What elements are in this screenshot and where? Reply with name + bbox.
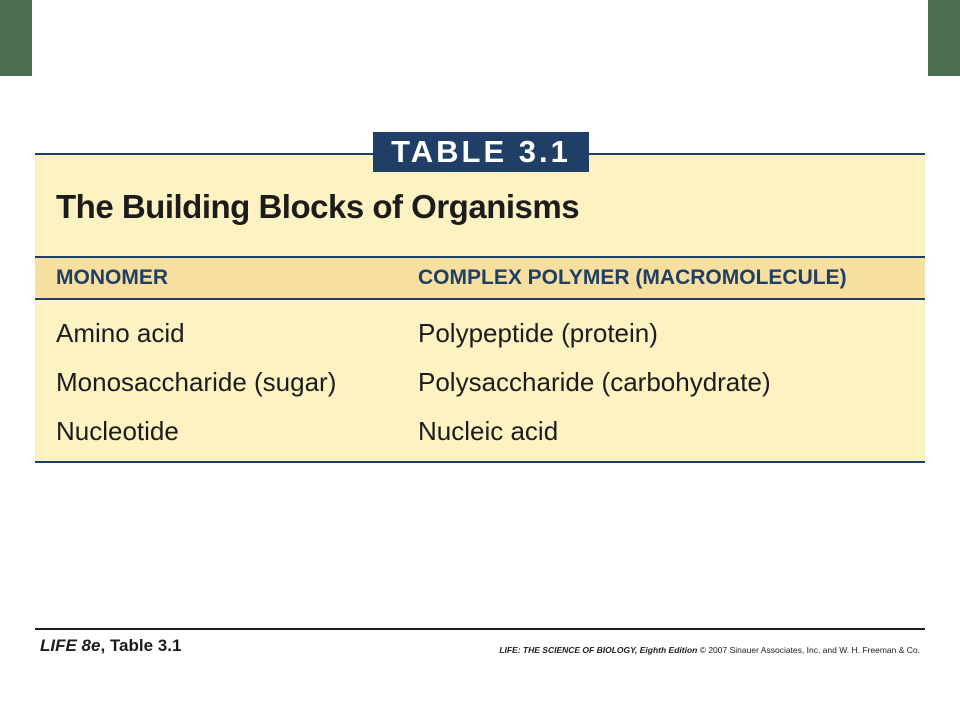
footer-book-full: LIFE: THE SCIENCE OF BIOLOGY, Eighth Edition bbox=[499, 645, 698, 655]
corner-accent-right bbox=[928, 0, 960, 76]
footer-divider bbox=[35, 628, 925, 630]
footer-copyright-text: © 2007 Sinauer Associates, Inc. and W. H. Freeman & Co. bbox=[697, 645, 920, 655]
table-row bbox=[0, 410, 960, 459]
footer-book-short: LIFE 8e bbox=[40, 636, 101, 655]
monomer-cell: Amino acid bbox=[56, 318, 185, 348]
monomer-cell: Monosaccharide (sugar) bbox=[56, 367, 337, 397]
polymer-cell: Nucleic acid bbox=[418, 416, 559, 446]
table-row bbox=[0, 361, 960, 410]
footer-copyright bbox=[499, 645, 920, 655]
corner-accent-left bbox=[0, 0, 32, 76]
table-row bbox=[0, 312, 960, 361]
polymer-cell: Polysaccharide (carbohydrate) bbox=[418, 367, 771, 397]
table-number-tab: TABLE 3.1 bbox=[373, 132, 589, 172]
table-body bbox=[0, 312, 960, 459]
footer-citation bbox=[40, 636, 181, 656]
column-header-polymer: COMPLEX POLYMER (MACROMOLECULE) bbox=[418, 266, 847, 289]
monomer-cell: Nucleotide bbox=[56, 416, 179, 446]
column-header-monomer: MONOMER bbox=[56, 266, 168, 289]
footer-table-ref: , Table 3.1 bbox=[100, 636, 182, 655]
table-title: The Building Blocks of Organisms bbox=[56, 188, 580, 225]
polymer-cell: Polypeptide (protein) bbox=[418, 318, 658, 348]
